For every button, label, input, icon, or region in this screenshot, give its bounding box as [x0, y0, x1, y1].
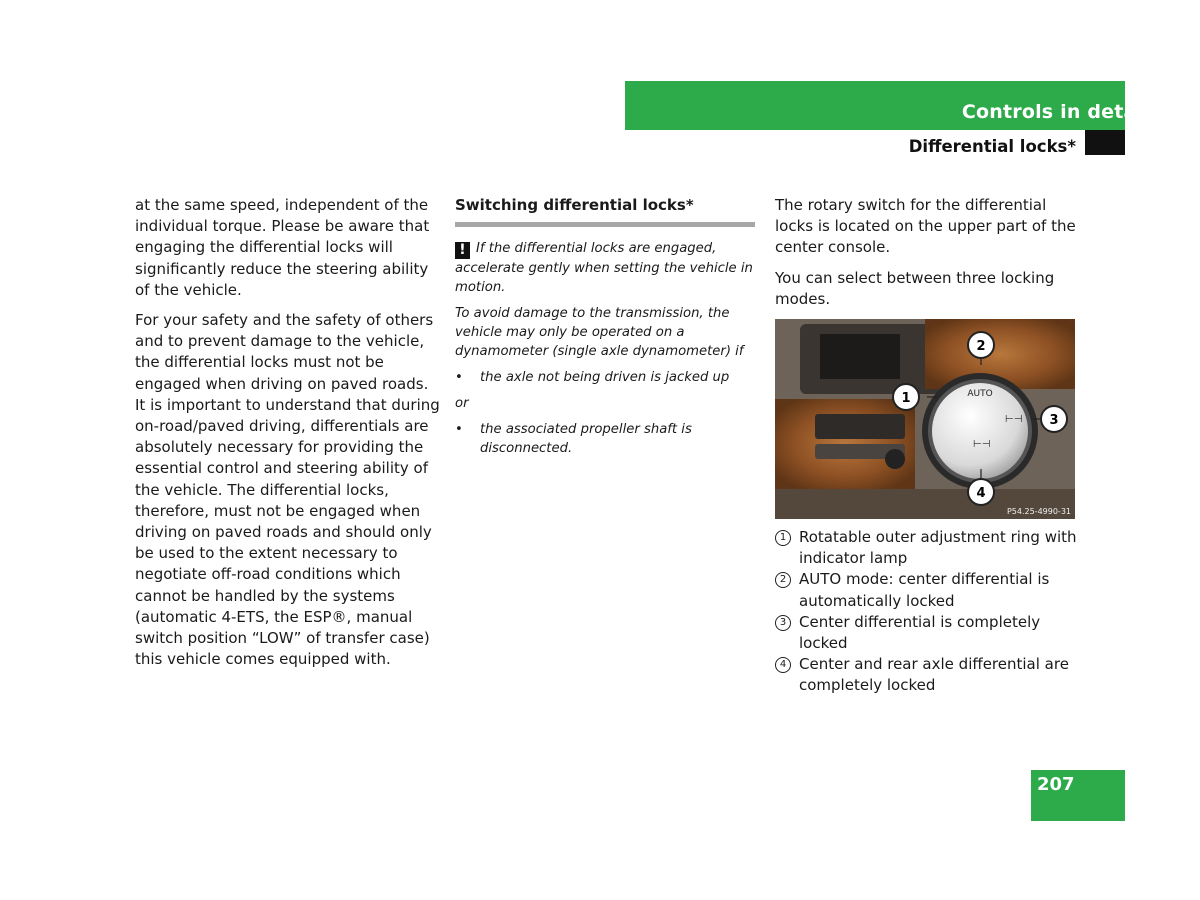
callout-3: 3	[1049, 413, 1059, 429]
svg-text:⊢⊣: ⊢⊣	[973, 439, 991, 451]
list-item-text: the associated propeller shaft is disconnected.	[480, 422, 692, 456]
legend-text: Center differential is completely locked	[799, 612, 1041, 653]
legend-number: 2	[775, 572, 791, 588]
or-text: or	[455, 396, 469, 411]
console-illustration	[775, 319, 1075, 519]
legend-text: Center and rear axle differential are completely locked	[799, 655, 1069, 695]
legend-text: Rotatable outer adjustment ring with indicator lamp	[799, 528, 1077, 568]
bullet-icon: •	[455, 370, 463, 385]
dial-auto-label: AUTO	[967, 389, 993, 400]
svg-text:⊢⊣: ⊢⊣	[1005, 414, 1023, 426]
warning-note	[455, 239, 755, 297]
legend-item	[775, 527, 1080, 569]
legend-text: AUTO mode: center differential is automatically locked	[799, 570, 1050, 610]
legend-item	[775, 612, 1080, 654]
callout-2: 2	[976, 339, 986, 355]
column-left	[135, 195, 440, 679]
column-right	[775, 195, 1080, 697]
column-middle	[455, 195, 755, 465]
legend-number: 4	[775, 657, 791, 673]
legend-item	[775, 569, 1080, 611]
image-ref-code: P54.25-4990-31	[1006, 507, 1071, 517]
header-marker-block	[1085, 130, 1125, 155]
section-heading: Switching differential locks*	[455, 196, 694, 214]
legend-number: 1	[775, 530, 791, 546]
subsection-title: Differential locks*	[908, 137, 1076, 156]
bullet-icon: •	[455, 422, 463, 437]
list-item	[455, 420, 755, 458]
page-number: 207	[1037, 774, 1075, 795]
callout-1: 1	[901, 391, 911, 407]
list-item-text: the axle not being driven is jacked up	[480, 370, 730, 385]
warning-icon: !	[455, 242, 470, 259]
legend-item	[775, 654, 1080, 696]
heading-rule	[455, 222, 755, 227]
warning-text: If the differential locks are engaged, accelerate gently when setting the vehicle in motion.	[455, 241, 753, 295]
list-item	[455, 368, 755, 387]
center-console-photo	[775, 319, 1075, 519]
legend-number: 3	[775, 615, 791, 631]
dynamometer-note: To avoid damage to the transmission, the vehicle may only be operated on a dynamometer (single axle dynamometer) if	[455, 306, 744, 359]
section-title: Controls in detail	[961, 101, 1150, 123]
paragraph: The rotary switch for the differential locks is located on the upper part of the center console.	[775, 196, 1076, 257]
paragraph: at the same speed, independent of the individual torque. Please be aware that engaging the differential locks will significantly reduce the steering ability of the vehicle.	[135, 196, 430, 299]
paragraph: For your safety and the safety of others and to prevent damage to the vehicle, the differential locks must not be engaged when driving on paved roads. It is important to understand that during on-road/paved driving, differentials are absolutely necessary for providing the essential control and steering ability of the vehicle. The differential locks, therefore, must not be engaged when driving on paved roads and should only be used to the extent necessary to negotiate off-road conditions which cannot be handled by the systems (automatic 4-ETS, the ESP®, manual switch position “LOW” of transfer case) this vehicle comes equipped with.	[135, 311, 440, 669]
callout-4: 4	[976, 486, 986, 502]
paragraph: You can select between three locking modes.	[775, 268, 1055, 308]
